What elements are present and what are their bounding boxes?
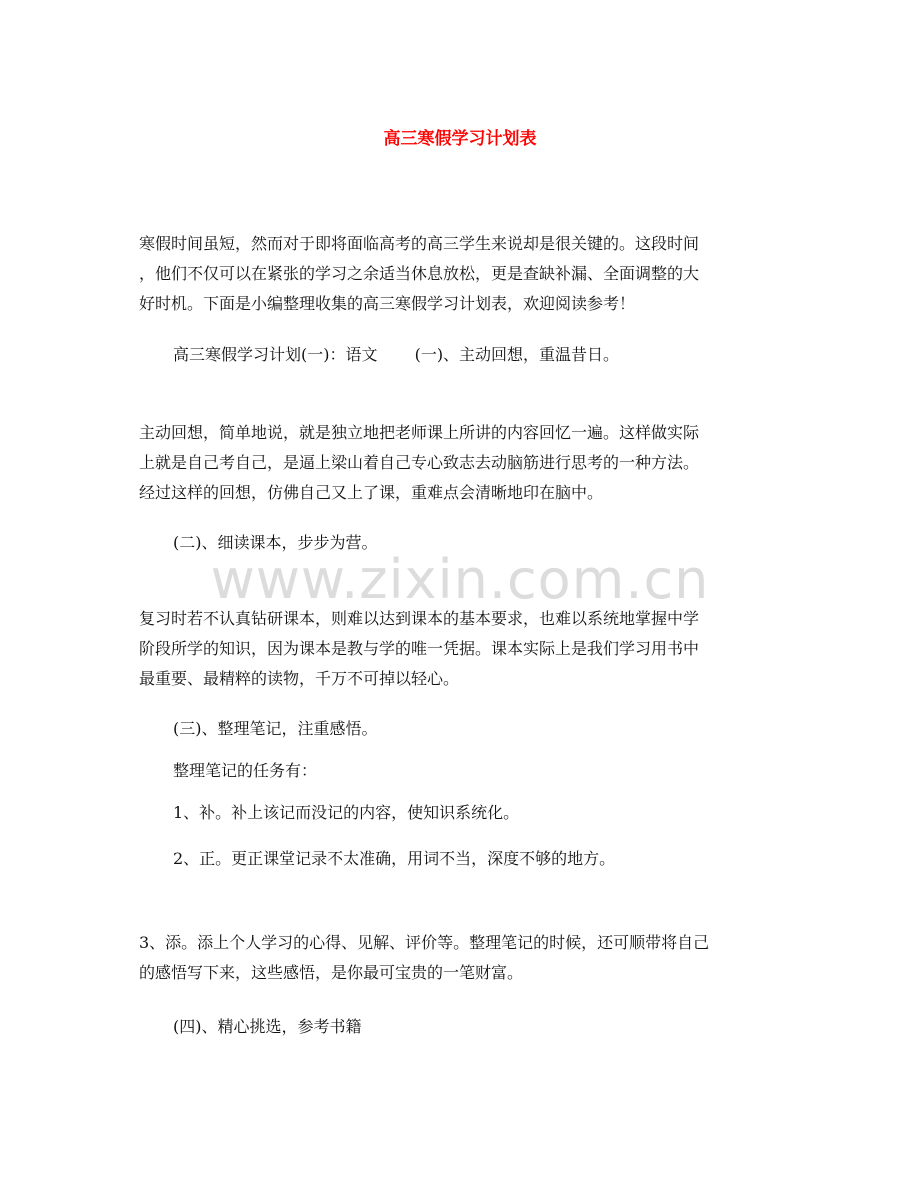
intro-paragraph bbox=[139, 229, 784, 319]
text-line: 3、添。添上个人学习的心得、见解、评价等。整理笔记的时候，还可顺带将自己 bbox=[139, 933, 710, 952]
watermark: www.zixin.com.cn bbox=[210, 548, 710, 611]
plan-heading: 高三寒假学习计划(一)：语文 (一)、主动回想，重温昔日。 bbox=[173, 345, 620, 364]
task-item-3 bbox=[139, 928, 784, 988]
text-line: 好时机。下面是小编整理收集的高三寒假学习计划表，欢迎阅读参考！ bbox=[139, 294, 636, 313]
text-line: 寒假时间虽短，然而对于即将面临高考的高三学生来说却是很关键的。这段时间 bbox=[139, 234, 700, 253]
text-line: 阶段所学的知识，因为课本是教与学的唯一凭据。课本实际上是我们学习用书中 bbox=[139, 639, 700, 658]
text-line: 最重要、最精粹的读物，千万不可掉以轻心。 bbox=[139, 669, 460, 688]
notes-tasks-label: 整理笔记的任务有： bbox=[173, 761, 318, 780]
section2-heading: (二)、细读课本，步步为营。 bbox=[173, 533, 378, 552]
section1-body bbox=[139, 418, 784, 508]
task-item-2: 2、正。更正课堂记录不太准确，用词不当，深度不够的地方。 bbox=[173, 849, 616, 868]
document-title: 高三寒假学习计划表 bbox=[383, 129, 537, 149]
text-line: 主动回想，简单地说，就是独立地把老师课上所讲的内容回忆一遍。这样做实际 bbox=[139, 423, 700, 442]
section4-heading: (四)、精心挑选，参考书籍 bbox=[173, 1017, 362, 1036]
text-line: 上就是自己考自己，是逼上梁山着自己专心致志去动脑筋进行思考的一种方法。 bbox=[139, 453, 700, 472]
text-line: 复习时若不认真钻研课本，则难以达到课本的基本要求，也难以系统地掌握中学 bbox=[139, 609, 700, 628]
section2-body bbox=[139, 604, 784, 694]
text-line: 的感悟写下来，这些感悟，是你最可宝贵的一笔财富。 bbox=[139, 963, 524, 982]
section3-heading: (三)、整理笔记，注重感悟。 bbox=[173, 719, 378, 738]
task-item-1: 1、补。补上该记而没记的内容，使知识系统化。 bbox=[173, 803, 520, 822]
text-line: 经过这样的回想，仿佛自己又上了课，重难点会清晰地印在脑中。 bbox=[139, 483, 604, 502]
text-line: ，他们不仅可以在紧张的学习之余适当休息放松，更是查缺补漏、全面调整的大 bbox=[139, 264, 700, 283]
